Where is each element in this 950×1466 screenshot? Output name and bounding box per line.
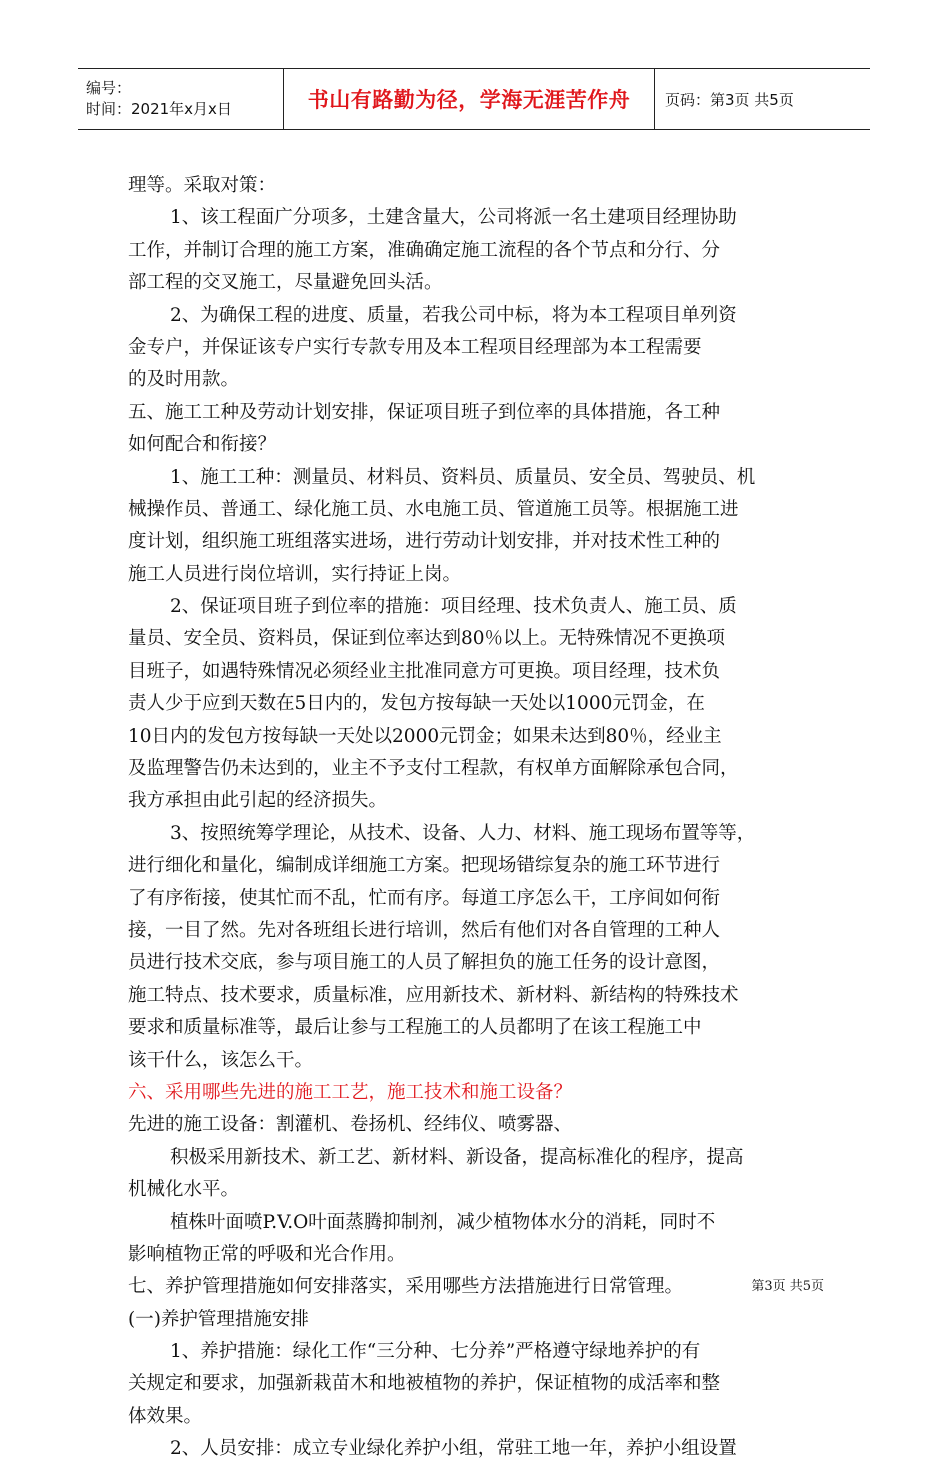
page-footer [751, 1275, 824, 1294]
body-text-line: 积极采用新技术、新工艺、新材料、新设备，提高标准化的程序，提高 [170, 1146, 744, 1168]
body-text-line: 理等。采取对策： [128, 175, 277, 196]
body-text-line: 要求和质量标准等，最后让参与工程施工的人员都明了在该工程施工中 [128, 1017, 702, 1039]
body-text-line: 体效果。 [128, 1405, 203, 1427]
body-text-line: 该干什么，该怎么干。 [128, 1049, 314, 1071]
document-body [128, 170, 828, 1466]
section-heading-line: 六、采用哪些先进的施工工艺，施工技术和施工设备？ [128, 1081, 573, 1103]
document-number-label: 编号： [86, 79, 132, 97]
body-text-line: 1、养护措施：绿化工作“三分种、七分养”严格遵守绿地养护的有 [170, 1341, 701, 1363]
body-text-line: 10日内的发包方按每缺一天处以2000元罚金；如果未达到80％，经业主 [128, 725, 722, 747]
header-motto [283, 69, 655, 129]
body-text-line: 3、按照统筹学理论，从技术、设备、人力、材料、施工现场布置等等， [170, 822, 756, 844]
body-text-line: (一)养护管理措施安排 [128, 1308, 309, 1330]
body-text-line: 施工特点、技术要求，质量标准，应用新技术、新材料、新结构的特殊技术 [128, 984, 739, 1006]
body-text-line: 五、施工工种及劳动计划安排，保证项目班子到位率的具体措施，各工种 [128, 401, 721, 423]
body-text-line: 我方承担由此引起的经济损失。 [128, 790, 388, 812]
body-text-line: 七、养护管理措施如何安排落实，采用哪些方法措施进行日常管理。 [128, 1276, 684, 1298]
header-meta [78, 69, 283, 129]
body-text-line: 影响植物正常的呼吸和光合作用。 [128, 1243, 406, 1265]
body-text-line: 进行细化和量化，编制成详细施工方案。把现场错综复杂的施工环节进行 [128, 855, 721, 877]
footer-page-label: 第3页 共5页 [751, 1279, 824, 1294]
body-text-line: 量员、安全员、资料员，保证到位率达到80％以上。无特殊情况不更换项 [128, 628, 726, 650]
body-text-line: 部工程的交叉施工，尽量避免回头活。 [128, 272, 443, 294]
body-text-line: 员进行技术交底，参与项目施工的人员了解担负的施工任务的设计意图， [128, 952, 721, 974]
body-text-line: 先进的施工设备：割灌机、卷扬机、经纬仪、喷雾器、 [128, 1114, 573, 1136]
body-text-line: 的及时用款。 [128, 369, 240, 391]
page-header [78, 68, 870, 130]
body-text-line: 了有序衔接，使其忙而不乱，忙而有序。每道工序怎么干，工序间如何衔 [128, 887, 721, 909]
body-text-line: 责人少于应到天数在5日内的，发包方按每缺一天处以1000元罚金，在 [128, 693, 705, 715]
body-text-line: 如何配合和衔接？ [128, 434, 277, 456]
body-text-line: 度计划，组织施工班组落实进场，进行劳动计划安排，并对技术性工种的 [128, 531, 721, 553]
body-text-line: 2、为确保工程的进度、质量，若我公司中标，将为本工程项目单列资 [170, 304, 737, 326]
body-text-line: 植株叶面喷P.V.O叶面蒸腾抑制剂，减少植物体水分的消耗，同时不 [170, 1211, 716, 1233]
body-text-line: 接，一目了然。先对各班组长进行培训，然后有他们对各自管理的工种人 [128, 919, 721, 941]
body-text-line: 械操作员、普通工、绿化施工员、水电施工员、管道施工员等。根据施工进 [128, 498, 739, 520]
body-text-line: 2、保证项目班子到位率的措施：项目经理、技术负责人、施工员、质 [170, 596, 737, 618]
body-text-line: 目班子，如遇特殊情况必须经业主批准同意方可更换。项目经理，技术负 [128, 660, 721, 682]
body-text-line: 工作，并制订合理的施工方案，准确确定施工流程的各个节点和分行、分 [128, 239, 721, 261]
body-text-line: 1、该工程面广分项多，土建含量大，公司将派一名土建项目经理协助 [170, 207, 737, 229]
body-text-line: 机械化水平。 [128, 1179, 240, 1201]
header-page-number [655, 69, 870, 129]
body-text-line: 1、施工工种：测量员、材料员、资料员、质量员、安全员、驾驶员、机 [170, 466, 756, 488]
body-text-line: 及监理警告仍未达到的，业主不予支付工程款，有权单方面解除承包合同， [128, 758, 739, 780]
body-text-line: 金专户，并保证该专户实行专款专用及本工程项目经理部为本工程需要 [128, 336, 702, 358]
document-date-label: 时间：2021年x月x日 [86, 100, 232, 118]
motto-text: 书山有路勤为径，学海无涯苦作舟 [307, 88, 631, 112]
body-text-line: 关规定和要求，加强新栽苗木和地被植物的养护，保证植物的成活率和整 [128, 1373, 721, 1395]
body-text-line: 施工人员进行岗位培训，实行持证上岗。 [128, 563, 462, 585]
body-text-line: 2、人员安排：成立专业绿化养护小组，常驻工地一年，养护小组设置 [170, 1438, 737, 1460]
header-page-label: 页码：第3页 共5页 [665, 90, 794, 109]
